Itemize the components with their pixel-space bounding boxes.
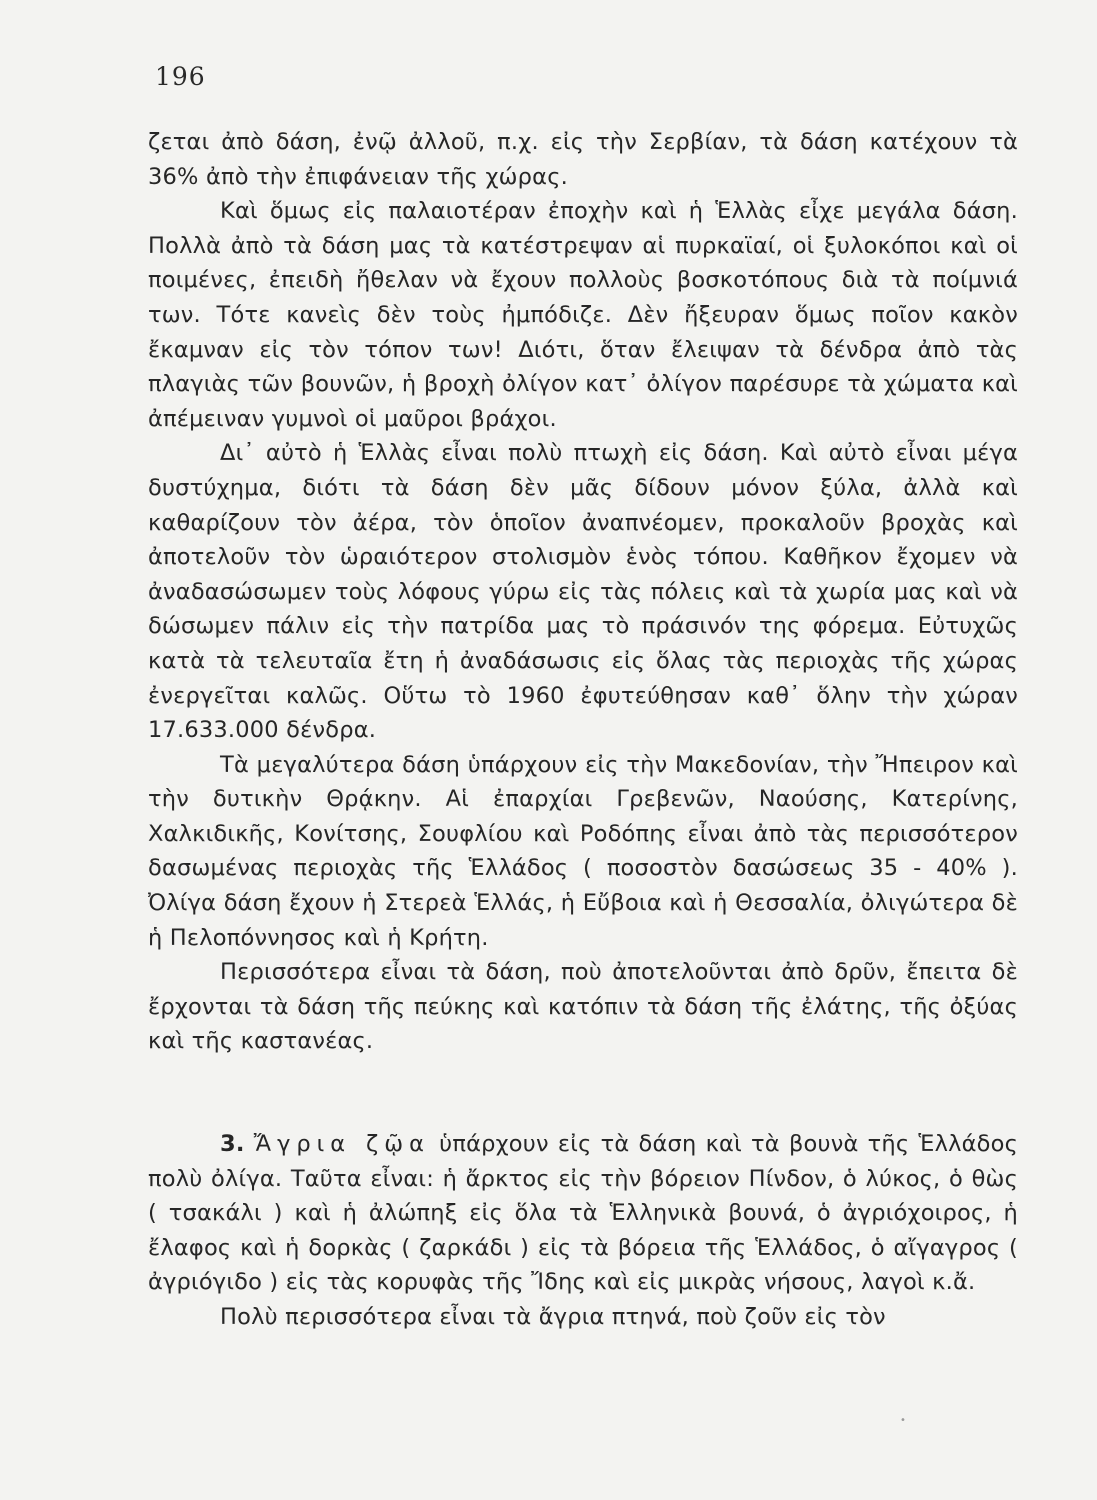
section-heading: Ἄγρια ζῷα <box>253 1131 430 1157</box>
section-3-block <box>148 1127 1018 1335</box>
section-number: 3. <box>220 1131 245 1157</box>
section-text: ὑπάρχουν εἰς τὰ δάση καὶ τὰ βουνὰ τῆς Ἑλλάδος πολὺ ὀλίγα. Ταῦτα εἶναι: ἡ ἄρκτος εἰς τὴν βόρειον Πίνδον, ὁ λύκος, ὁ θὼς ( τσακάλι ) καὶ ἡ ἀλώπηξ εἰς ὅλα τὰ Ἑλληνικὰ βουνά, ὁ ἀγριόχοιρος, ἡ ἔλαφος καὶ ἡ δορκὰς ( ζαρκάδι ) εἰς τὰ βόρεια τῆς Ἑλλάδος, ὁ αἴγαγρος ( ἀγριόγιδο ) εἰς τὰς κορυφὰς τῆς Ἴδης καὶ εἰς μικρὰς νήσους, λαγοὶ κ.ἄ. <box>148 1131 1018 1296</box>
paragraph: Δι᾽ αὐτὸ ἡ Ἑλλὰς εἶναι πολὺ πτωχὴ εἰς δάση. Καὶ αὐτὸ εἶναι μέγα δυστύχημα, διότι τὰ δάση δὲν μᾶς δίδουν μόνον ξύλα, ἀλλὰ καὶ καθαρίζουν τὸν ἀέρα, τὸν ὁποῖον ἀναπνέομεν, προκαλοῦν βροχὰς καὶ ἀποτελοῦν τὸν ὡραιότερον στολισμὸν ἑνὸς τόπου. Καθῆκον ἔχομεν νὰ ἀναδασώσωμεν τοὺς λόφους γύρω εἰς τὰς πόλεις καὶ τὰ χωρία μας καὶ νὰ δώσωμεν πάλιν εἰς τὴν πατρίδα μας τὸ πράσινόν της φόρεμα. Εὐτυχῶς κατὰ τὰ τελευταῖα ἔτη ἡ ἀναδάσωσις εἰς ὅλας τὰς περιοχὰς τῆς χώρας ἐνεργεῖται καλῶς. Οὕτω τὸ 1960 ἐφυτεύθησαν καθ᾽ ὅλην τὴν χώραν 17.633.000 δένδρα. <box>148 440 1018 744</box>
main-text-block <box>148 125 1018 1059</box>
paragraph: Τὰ μεγαλύτερα δάση ὑπάρχουν εἰς τὴν Μακεδονίαν, τὴν Ἤπειρον καὶ τὴν δυτικὴν Θρᾴκην. Αἱ ἐπαρχίαι Γρεβενῶν, Ναούσης, Κατερίνης, Χαλκιδικῆς, Κονίτσης, Σουφλίου καὶ Ροδόπης εἶναι ἀπὸ τὰς περισσότερον δασωμένας περιοχὰς τῆς Ἑλλάδος ( ποσοστὸν δασώσεως 35 - 40% ). Ὀλίγα δάση ἔχουν ἡ Στερεὰ Ἑλλάς, ἡ Εὔβοια καὶ ἡ Θεσσαλία, ὀλιγώτερα δὲ ἡ Πελοπόννησος καὶ ἡ Κρήτη. <box>148 751 1018 951</box>
page-number: 196 <box>155 62 206 91</box>
paragraph-truncated: Πολὺ περισσότερα εἶναι τὰ ἄγρια πτηνά, ποὺ ζοῦν εἰς τὸν <box>220 1303 886 1330</box>
paragraph: Καὶ ὅμως εἰς παλαιοτέραν ἐποχὴν καὶ ἡ Ἑλλὰς εἶχε μεγάλα δάση. Πολλὰ ἀπὸ τὰ δάση μας τὰ κατέστρεψαν αἱ πυρκαϊαί, οἱ ξυλοκόποι καὶ οἱ ποιμένες, ἐπειδὴ ἤθελαν νὰ ἔχουν πολλοὺς βοσκοτόπους διὰ τὰ ποίμνιά των. Τότε κανεὶς δὲν τοὺς ἠμπόδιζε. Δὲν ἤξευραν ὅμως ποῖον κακὸν ἔκαμναν εἰς τὸν τόπον των! Διότι, ὅταν ἔλειψαν τὰ δένδρα ἀπὸ τὰς πλαγιὰς τῶν βουνῶν, ἡ βροχὴ ὀλίγον κατ᾽ ὀλίγον παρέσυρε τὰ χώματα καὶ ἀπέμειναν γυμνοὶ οἱ μαῦροι βράχοι. <box>148 198 1018 432</box>
paragraph: Περισσότερα εἶναι τὰ δάση, ποὺ ἀποτελοῦνται ἀπὸ δρῦν, ἔπειτα δὲ ἔρχονται τὰ δάση τῆς πεύκης καὶ κατόπιν τὰ δάση τῆς ἐλάτης, τῆς ὀξύας καὶ τῆς καστανέας. <box>148 959 1018 1055</box>
paragraph-continuation: ζεται ἀπὸ δάση, ἐνῷ ἀλλοῦ, π.χ. εἰς τὴν Σερβίαν, τὰ δάση κατέχουν τὰ 36% ἀπὸ τὴν ἐπιφάνειαν τῆς χώρας. <box>148 129 1018 190</box>
scan-speck: • <box>900 1415 906 1426</box>
section-3-paragraph <box>148 1127 1018 1300</box>
